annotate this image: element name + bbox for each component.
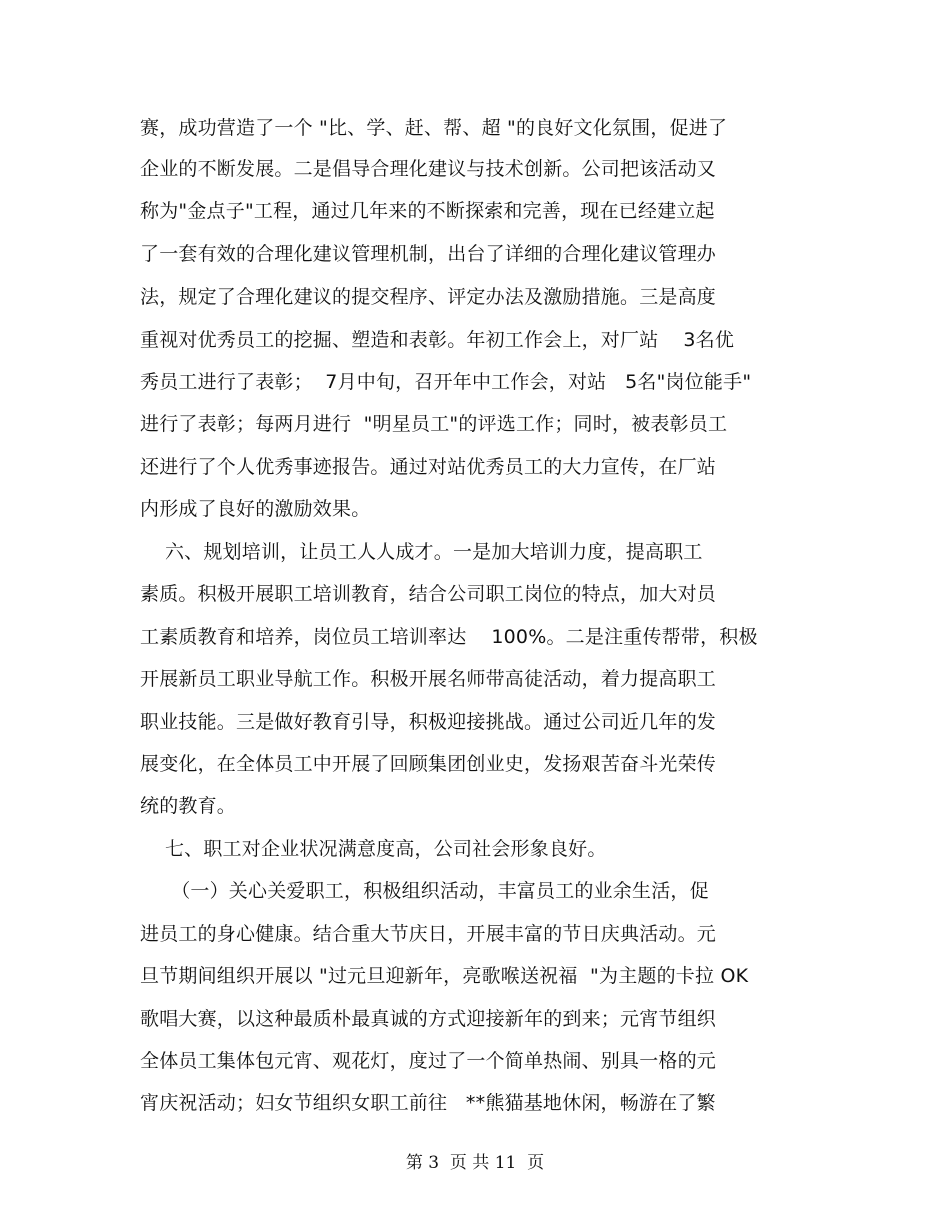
text-line: 素质。积极开展职工培训教育，结合公司职工岗位的特点，加大对员 [140,583,717,605]
text-line: 开展新员工职业导航工作。积极开展名师带高徒活动，着力提高职工 [140,668,717,690]
text-line: 称为"金点子"工程，通过几年来的不断探索和完善，现在已经建立起 [140,200,715,222]
text-line: 重视对优秀员工的挖掘、塑造和表彰。年初工作会上，对厂站 3名优 [140,329,735,351]
text-line: 职业技能。三是做好教育引导，积极迎接挑战。通过公司近几年的发 [140,711,717,733]
text-line: 秀员工进行了表彰； 7月中旬，召开年中工作会，对站 5名"岗位能手" [140,371,752,393]
text-line: 还进行了个人优秀事迹报告。通过对站优秀员工的大力宣传，在厂站 [140,456,717,478]
text-line: 歌唱大赛，以这种最质朴最真诚的方式迎接新年的到来；元宵节组织 [140,1008,717,1030]
text-line: 进员工的身心健康。结合重大节庆日，开展丰富的节日庆典活动。元 [140,923,717,945]
section-heading: 七、职工对企业状况满意度高，公司社会形象良好。 [140,838,607,860]
text-line: 宵庆祝活动；妇女节组织女职工前往 **熊猫基地休闲，畅游在了繁 [140,1092,716,1114]
text-line: 企业的不断发展。二是倡导合理化建议与技术创新。公司把该活动又 [140,158,717,180]
text-line: 全体员工集体包元宵、观花灯，度过了一个简单热闹、别具一格的元 [140,1050,717,1072]
subsection-heading: （一）关心关爱职工，积极组织活动，丰富员工的业余生活，促 [140,880,709,902]
text-line: 展变化，在全体员工中开展了回顾集团创业史，发扬艰苦奋斗光荣传 [140,753,717,775]
page-number: 第 3 页 共 11 页 [405,1153,545,1173]
text-line: 法，规定了合理化建议的提交程序、评定办法及激励措施。三是高度 [140,286,717,308]
text-line: 了一套有效的合理化建议管理机制，出台了详细的合理化建议管理办 [140,243,717,265]
text-line: 赛，成功营造了一个 "比、学、赶、帮、超 "的良好文化氛围，促进了 [140,117,728,139]
text-line: 进行了表彰；每两月进行 "明星员工"的评选工作；同时，被表彰员工 [140,413,728,435]
text-line: 统的教育。 [140,795,237,817]
text-line: 内形成了良好的激励效果。 [140,498,371,520]
section-heading: 六、规划培训，让员工人人成才。一是加大培训力度，提高职工 [140,541,703,563]
text-line: 旦节期间组织开展以 "过元旦迎新年，亮歌喉送祝福 "为主题的卡拉 OK [140,965,749,987]
text-line: 工素质教育和培养，岗位员工培训率达 100%。二是注重传帮带，积极 [140,626,758,648]
